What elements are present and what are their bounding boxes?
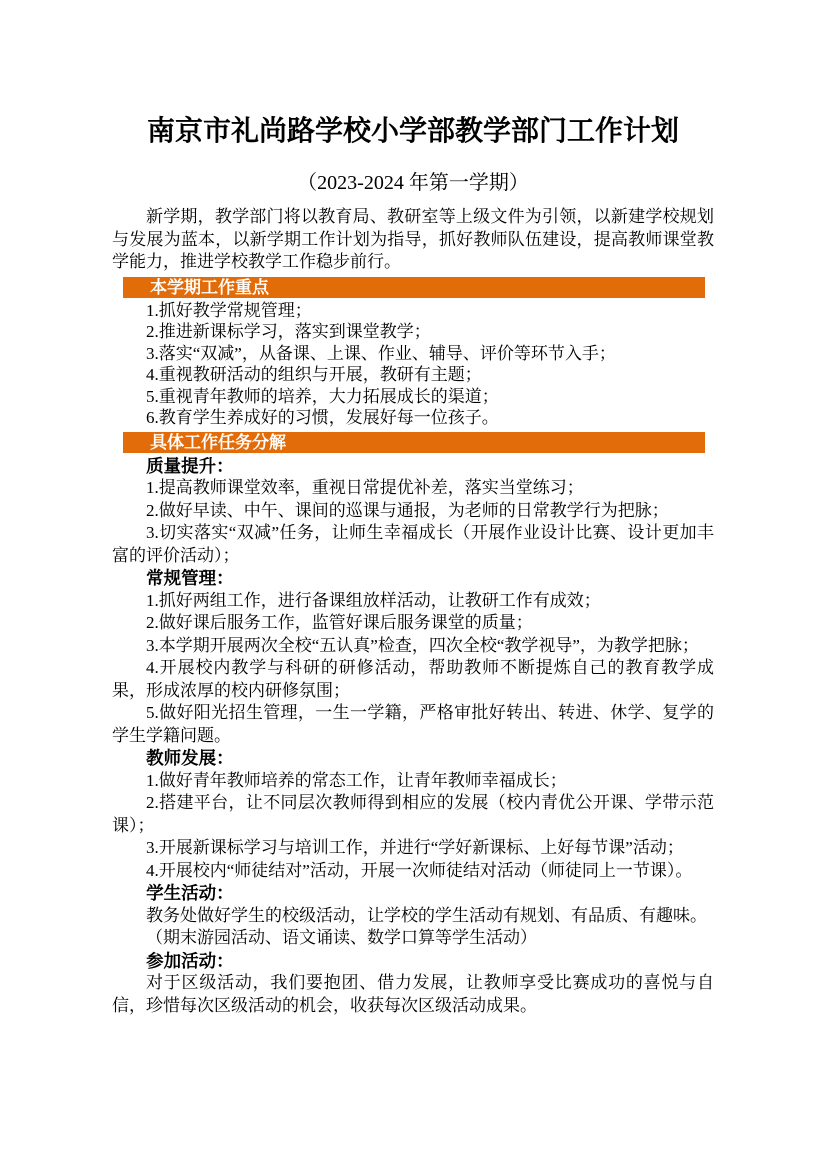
task-item: 2.做好早读、中午、课间的巡课与通报，为老师的日常教学行为把脉； [146, 500, 669, 520]
document-content [112, 112, 714, 1017]
key-point-item: 5.重视青年教师的培养，大力拓展成长的渠道； [146, 386, 499, 406]
intro-paragraph: 新学期，教学部门将以教育局、教研室等上级文件为引领，以新建学校规划与发展为蓝本，以新学期工作计划为指导，抓好教师队伍建设，提高教师课堂教学能力，推进学校教学工作稳步前行。 [112, 207, 714, 271]
task-item: 4.开展校内“师徒结对”活动，开展一次师徒结对活动（师徒同上一节课）。 [146, 860, 693, 880]
task-item: 教务处做好学生的校级活动，让学校的学生活动有规划、有品质、有趣味。 [146, 905, 707, 925]
task-item: 1.做好青年教师培养的常态工作，让青年教师幸福成长； [146, 770, 567, 790]
task-item: （期末游园活动、语文诵读、数学口算等学生活动） [146, 928, 537, 947]
subsection-participation [112, 950, 714, 1018]
task-item: 1.抓好两组工作，进行备课组放样活动，让教研工作有成效； [146, 590, 601, 610]
task-item: 3.开展新课标学习与培训工作，并进行“学好新课标、上好每节课”活动； [146, 838, 684, 857]
key-point-item: 3.落实“双减”，从备课、上课、作业、辅导、评价等环节入手； [146, 343, 616, 363]
subsection-title: 参加活动： [146, 950, 234, 971]
key-point-item: 1.抓好教学常规管理； [146, 300, 312, 320]
task-item: 3.切实落实“双减”任务，让师生幸福成长（开展作业设计比赛、设计更加丰富的评价活动）； [112, 523, 714, 565]
section-header-task-breakdown: 具体工作任务分解 [123, 432, 705, 453]
subsection-title: 教师发展： [146, 748, 234, 768]
key-points-list [112, 300, 714, 429]
subsection-teacher-development [112, 747, 714, 882]
task-item: 4.开展校内教学与科研的研修活动，帮助教师不断提炼自己的教育教学成果，形成浓厚的校内研修氛围； [112, 658, 714, 700]
task-item: 2.做好课后服务工作，监管好课后服务课堂的质量； [146, 613, 533, 632]
task-item: 对于区级活动，我们要抱团、借力发展，让教师享受比赛成功的喜悦与自信，珍惜每次区级活动的机会，收获每次区级活动成果。 [112, 973, 714, 1015]
page-title: 南京市礼尚路学校小学部教学部门工作计划 [146, 115, 679, 146]
subsection-quality [112, 455, 714, 568]
subsection-title: 学生活动： [146, 883, 234, 903]
task-item: 3.本学期开展两次全校“五认真”检查，四次全校“教学视导”，为教学把脉； [146, 635, 699, 655]
key-point-item: 4.重视教研活动的组织与开展，教研有主题； [146, 365, 482, 384]
subsection-student-activities [112, 882, 714, 950]
subsection-routine [112, 567, 714, 747]
subsection-title: 质量提升： [146, 455, 234, 476]
task-item: 5.做好阳光招生管理，一生一学籍，严格审批好转出、转进、休学、复学的学生学籍问题。 [112, 703, 714, 745]
task-item: 1.提高教师课堂效率，重视日常提优补差，落实当堂练习； [146, 478, 584, 497]
page-subtitle: （2023-2024 年第一学期） [297, 172, 529, 194]
section-header-key-points: 本学期工作重点 [123, 277, 705, 298]
subsection-title: 常规管理： [146, 568, 234, 588]
key-point-item: 2.推进新课标学习，落实到课堂教学； [146, 322, 431, 341]
task-item: 2.搭建平台，让不同层次教师得到相应的发展（校内青优公开课、学带示范课）； [112, 793, 714, 835]
key-point-item: 6.教育学生养成好的习惯，发展好每一位孩子。 [146, 408, 499, 427]
